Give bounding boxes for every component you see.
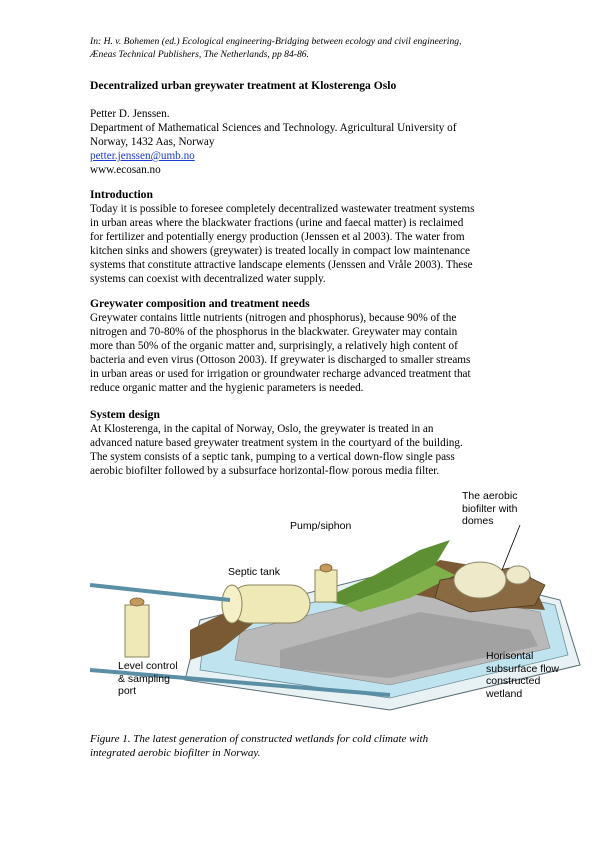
paragraph-line: for fertilizer and potentially energy production (Jenssen et al 2003). The water from — [90, 231, 465, 243]
caption-line-2: integrated aerobic biofilter in Norway. — [90, 746, 261, 759]
caption-line-1: Figure 1. The latest generation of constructed wetlands for cold climate with — [90, 733, 429, 745]
paragraph-line: in urban areas where the blackwater fractions (urine and faecal matter) is reclaimed — [90, 217, 464, 229]
section-system-design — [90, 408, 510, 478]
paragraph-line: more than 50% of the organic matter and, surprisingly, a relatively high content of — [90, 340, 458, 352]
label-septic-tank: Septic tank — [228, 566, 280, 578]
section-heading: Introduction — [90, 188, 153, 201]
level-port-column — [125, 605, 149, 657]
figure-caption — [90, 733, 510, 760]
paragraph-line: Greywater contains little nutrients (nitrogen and phosphorus), because 90% of the — [90, 312, 457, 324]
septic-tank-end — [222, 585, 242, 623]
author-block — [90, 107, 510, 177]
paragraph-line: At Klosterenga, in the capital of Norway, Oslo, the greywater is treated in an — [90, 423, 434, 435]
paragraph-line: bacteria and even virus (Ottoson 2003). If greywater is discharged to smaller streams — [90, 354, 471, 366]
section-introduction — [90, 188, 510, 286]
paper-title: Decentralized urban greywater treatment at Klosterenga Oslo — [90, 79, 397, 92]
citation-line-2: Æneas Technical Publishers, The Netherlands, pp 84-86. — [90, 48, 309, 60]
dome-small — [506, 566, 530, 584]
paragraph-line: advanced nature based greywater treatment system in the courtyard of the building. — [90, 437, 463, 449]
paragraph-line: in urban areas or used for irrigation or groundwater recharge advanced treatment that — [90, 368, 471, 380]
section-heading: System design — [90, 408, 160, 421]
pump-sump — [315, 570, 337, 602]
citation — [90, 36, 520, 61]
pump-sump-cap — [320, 564, 332, 572]
paragraph-line: Today it is possible to foresee completely decentralized wastewater treatment systems — [90, 203, 475, 215]
paragraph-line: reduce organic matter and the hygienic parameters is needed. — [90, 382, 364, 394]
label-aerobic-biofilter: The aerobic biofilter with domes — [462, 490, 518, 527]
paragraph-line: nitrogen and 70-80% of the phosphorus in the blackwater. Greywater may contain — [90, 326, 458, 338]
author-name: Petter D. Jenssen. — [90, 108, 170, 120]
inlet-pipe — [90, 585, 230, 600]
pointer-biofilter — [502, 525, 520, 570]
paragraph-line: kitchen sinks and showers (greywater) is treated locally in compact low maintenance — [90, 245, 470, 257]
paragraph-line: aerobic biofilter followed by a subsurface horizontal-flow porous media filter. — [90, 465, 440, 477]
section-greywater — [90, 297, 510, 395]
figure-illustration — [90, 480, 590, 720]
author-email-link[interactable]: petter.jenssen@umb.no — [90, 150, 195, 162]
paragraph-line: systems can coexist with decentralized water supply. — [90, 273, 326, 285]
paragraph-line: The system consists of a septic tank, pumping to a vertical down-flow single pass — [90, 451, 455, 463]
label-pump-siphon: Pump/siphon — [290, 520, 352, 532]
label-level-control: Level control & sampling port — [118, 660, 178, 697]
label-wetland: Horisontal subsurface flow constructed wetland — [486, 650, 559, 700]
affiliation-line-1: Department of Mathematical Sciences and Technology. Agricultural University of — [90, 122, 457, 134]
affiliation-line-2: Norway, 1432 Aas, Norway — [90, 136, 215, 148]
citation-line-1: In: H. v. Bohemen (ed.) Ecological engineering-Bridging between ecology and civil engineering, — [90, 36, 462, 47]
level-port-cap — [130, 598, 144, 606]
paragraph-line: systems that constitute attractive landscape elements (Jenssen and Vråle 2003). These — [90, 259, 473, 271]
website: www.ecosan.no — [90, 164, 161, 176]
dome — [454, 562, 506, 598]
section-heading: Greywater composition and treatment needs — [90, 297, 310, 310]
